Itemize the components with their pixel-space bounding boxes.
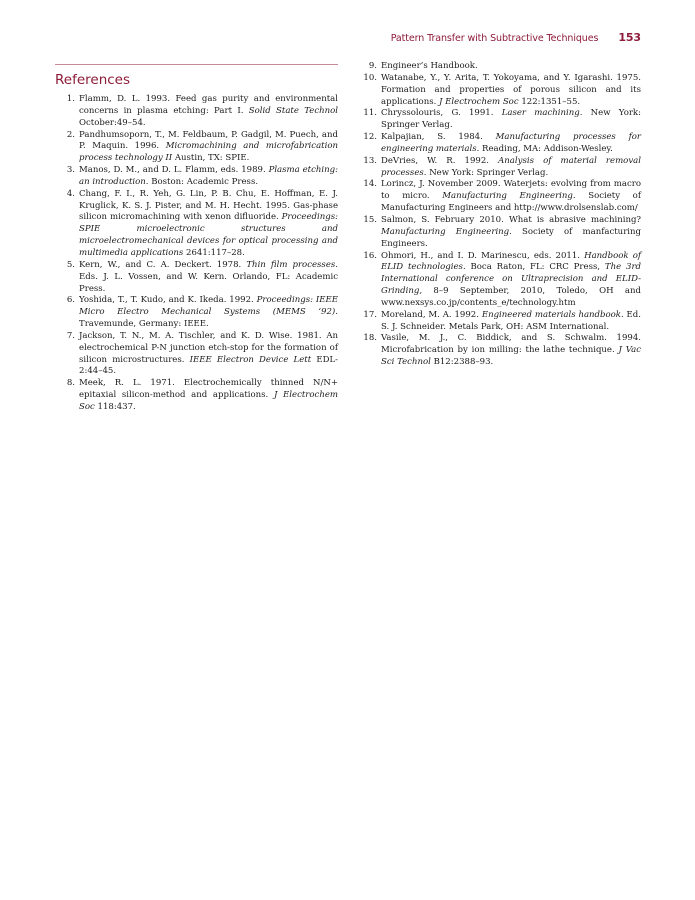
reference-item: 2. Pandhumsoporn, T., M. Feldbaum, P. Gadgil, M. Puech, and P. Maquin. 1996. Micromachining and microfabrication process technology II Austin, TX: SPIE. <box>66 129 338 164</box>
running-title: Pattern Transfer with Subtractive Techniques <box>390 33 599 44</box>
reference-item: 12. Kalpajian, S. 1984. Manufacturing processes for engineering materials. Reading, MA: Addison-Wesley. <box>363 132 641 154</box>
reference-item: 8. Meek, R. L. 1971. Electrochemically thinned N/N+ epitaxial silicon-method and applications. J Electrochem Soc 118:437. <box>66 378 338 412</box>
reference-item: 10. Watanabe, Y., Y. Arita, T. Yokoyama, and Y. Igarashi. 1975. Formation and properties of porous silicon and its applications. J Electrochem Soc 122:1351–55. <box>363 72 641 107</box>
reference-item: 15. Salmon, S. February 2010. What is abrasive machining? Manufacturing Engineering. Society of manfacturing Engineers. <box>363 214 641 249</box>
references-list-left <box>55 94 338 414</box>
reference-item: 13. DeVries, W. R. 1992. Analysis of material removal processes. New York: Springer Verlag. <box>363 155 641 178</box>
references-list-right <box>357 61 641 369</box>
running-head <box>391 31 641 44</box>
reference-item: 18. Vasile, M. J., C. Biddick, and S. Schwalm. 1994. Microfabrication by ion milling: the lathe technique. J Vac Sci Technol B12:2388–93. <box>363 333 641 368</box>
references-heading: References <box>55 72 131 88</box>
section-rule <box>55 64 338 65</box>
reference-item: 1. Flamm, D. L. 1993. Feed gas purity and environmental concerns in plasma etching: Part I. Solid State Technol October:49–54. <box>66 94 338 128</box>
reference-item: 11. Chryssolouris, G. 1991. Laser machining. New York: Springer Verlag. <box>363 108 641 131</box>
reference-item: 14. Lorincz, J. November 2009. Waterjets: evolving from macro to micro. Manufacturing Engineering. Society of Manufacturing Engineers and http://www.drolsenslab.com/ <box>363 179 641 214</box>
reference-item: 16. Ohmori, H., and I. D. Marinescu, eds. 2011. Handbook of ELID technologies. Boca Raton, FL: CRC Press, The 3rd International conference on Ultraprecision and ELID-Grinding, 8–9 September, 2010, Toledo, OH and www.nexsys.co.jp/contents_e/technology.htm <box>363 250 641 308</box>
reference-item: 9. Engineer’s Handbook. <box>368 61 478 71</box>
page-number: 153 <box>618 31 641 44</box>
reference-item: 6. Yoshida, T., T. Kudo, and K. Ikeda. 1992. Proceedings: IEEE Micro Electro Mechanical Systems (MEMS ‘92). Travemunde, Germany: IEEE. <box>66 295 338 330</box>
reference-item: 3. Manos, D. M., and D. L. Flamm, eds. 1989. Plasma etching: an introduction. Boston: Academic Press. <box>66 165 338 187</box>
reference-item: 5. Kern, W., and C. A. Deckert. 1978. Thin film processes. Eds. J. L. Vossen, and W. Kern. Orlando, FL: Academic Press. <box>66 259 338 294</box>
reference-item: 7. Jackson, T. N., M. A. Tischler, and K. D. Wise. 1981. An electrochemical P-N junction etch-stop for the formation of silicon microstructures. IEEE Electron Device Lett EDL-2:44–45. <box>66 330 339 377</box>
reference-item: 4. Chang, F. I., R. Yeh, G. Lin, P. B. Chu, E. Hoffman, E. J. Kruglick, K. S. J. Pister, and M. H. Hecht. 1995. Gas-phase silicon micromachining with xenon difluoride. Proceedings: SPIE microelectronic structures and microelectromechanical devices for optical processing and multimedia applications 2641:117–28. <box>66 188 338 258</box>
reference-item: 17. Moreland, M. A. 1992. Engineered materials handbook. Ed. S. J. Schneider. Metals Park, OH: ASM International. <box>363 309 641 332</box>
